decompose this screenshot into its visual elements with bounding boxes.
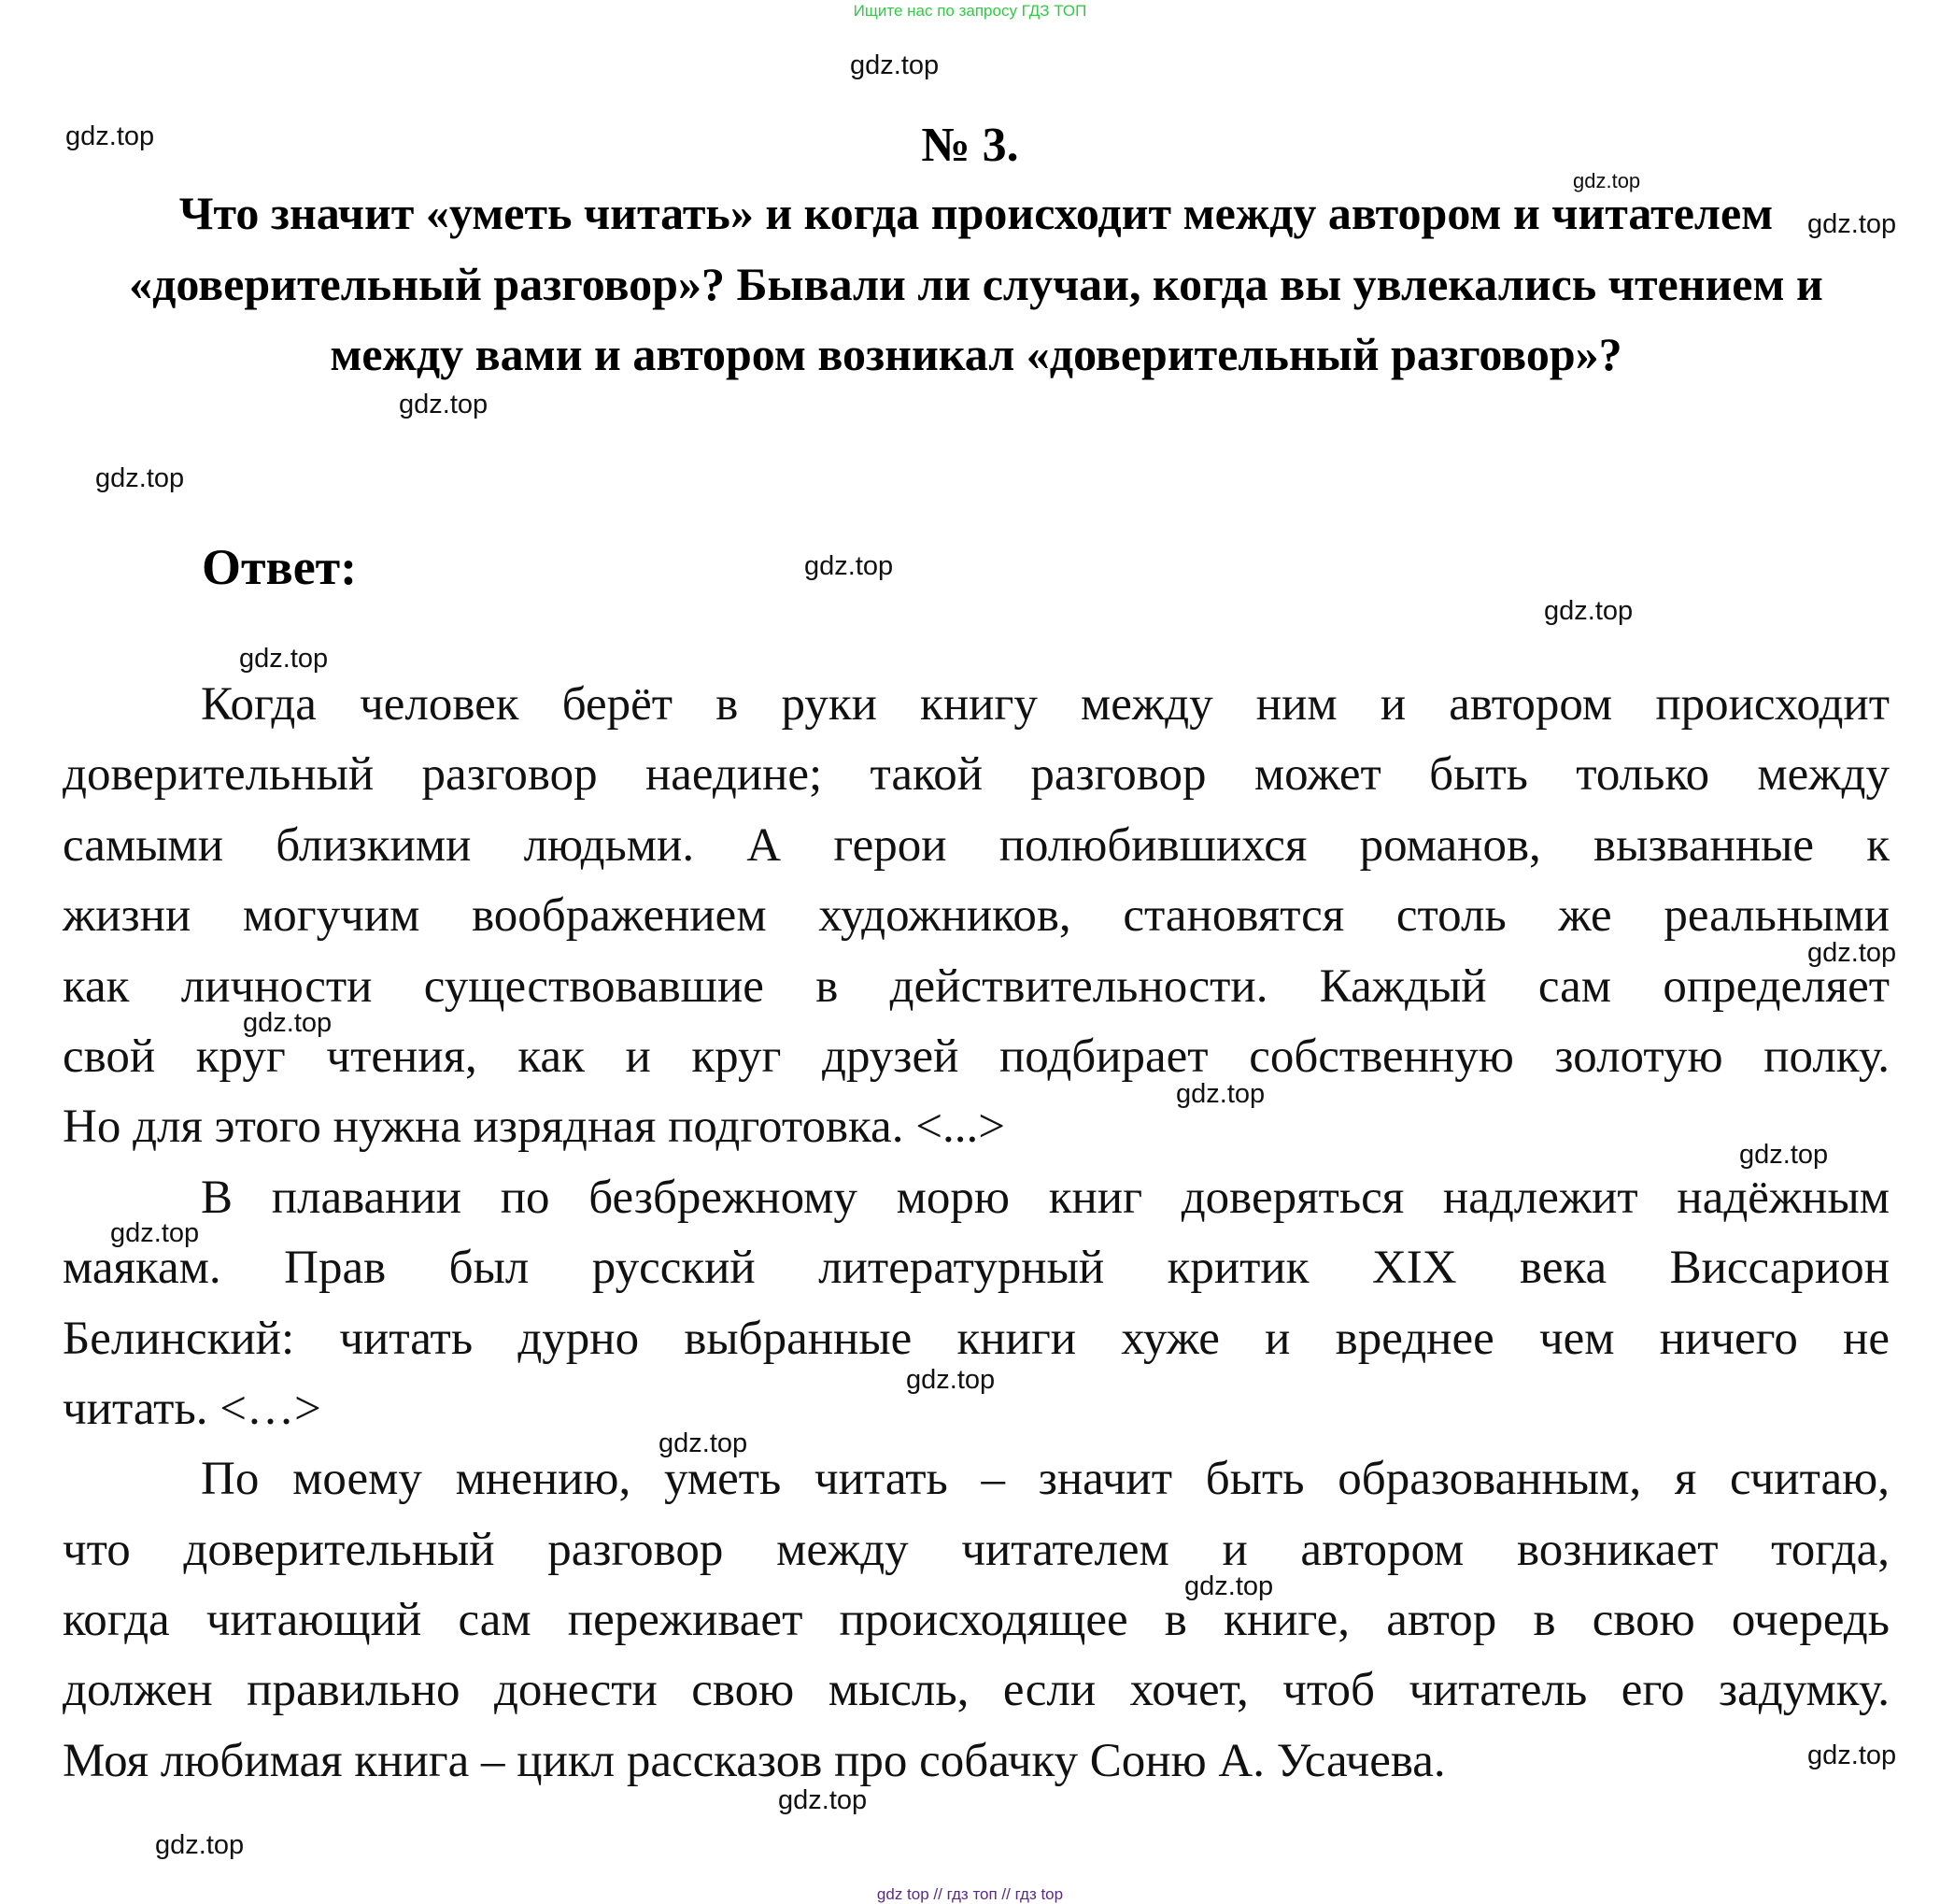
- watermark: gdz.top: [850, 50, 940, 80]
- text-line: Когда человек берёт в руки книгу между ним и автором происходит: [201, 678, 1890, 731]
- watermark: gdz.top: [1184, 1571, 1274, 1601]
- text-line: свой круг чтения, как и круг друзей подбирает собственную золотую полку.: [63, 1030, 1890, 1083]
- text-line: По моему мнению, уметь читать – значит быть образованным, я считаю,: [201, 1453, 1890, 1506]
- text-line: как личности существовавшие в действительности. Каждый сам определяет: [63, 959, 1890, 1013]
- text-line: должен правильно донести свою мысль, если хочет, чтоб читатель его задумку.: [63, 1664, 1890, 1717]
- watermark: gdz.top: [1807, 938, 1897, 968]
- watermark: gdz.top: [1176, 1079, 1266, 1109]
- watermark: gdz.top: [110, 1218, 200, 1248]
- text-line: Но для этого нужна изрядная подготовка. <...>: [63, 1101, 1005, 1154]
- top-banner: Ищите нас по запросу ГДЗ ТОП: [853, 2, 1087, 20]
- watermark: gdz.top: [778, 1785, 868, 1815]
- text-line: маякам. Прав был русский литературный критик XIX века Виссарион: [63, 1242, 1890, 1295]
- text-line: что доверительный разговор между читателем и автором возникает тогда,: [63, 1523, 1890, 1576]
- watermark: gdz.top: [804, 551, 894, 581]
- text-line: жизни могучим воображением художников, становятся столь же реальными: [63, 889, 1890, 943]
- watermark: gdz.top: [399, 390, 489, 419]
- watermark: gdz.top: [239, 644, 329, 674]
- footer-links: gdz top // гдз топ // гдз top: [876, 1885, 1064, 1903]
- text-line: Белинский: читать дурно выбранные книги хуже и вреднее чем ничего не: [63, 1312, 1890, 1365]
- text-line: В плавании по безбрежному морю книг доверяться надлежит надёжным: [201, 1171, 1890, 1224]
- text-line: Моя любимая книга – цикл рассказов про собачку Соню А. Усачева.: [63, 1734, 1446, 1787]
- watermark: gdz.top: [658, 1428, 748, 1458]
- text-line: доверительный разговор наедине; такой разговор может быть только между: [63, 748, 1890, 802]
- watermark: gdz.top: [906, 1365, 996, 1395]
- watermark: gdz.top: [243, 1008, 333, 1038]
- watermark: gdz.top: [1544, 596, 1634, 626]
- watermark: gdz.top: [95, 463, 185, 493]
- text-line: читать. <…>: [63, 1382, 321, 1435]
- answer-label: Ответ:: [202, 539, 358, 595]
- task-number: № 3.: [921, 119, 1019, 172]
- answer-body: [63, 670, 1890, 1797]
- watermark: gdz.top: [1573, 169, 1641, 192]
- watermark: gdz.top: [1739, 1140, 1829, 1170]
- text-line: самыми близкими людьми. А герои полюбившихся романов, вызванные к: [63, 818, 1890, 872]
- watermark: gdz.top: [1807, 1741, 1897, 1770]
- watermark: gdz.top: [155, 1830, 245, 1860]
- text-line: когда читающий сам переживает происходящее в книге, автор в свою очередь: [63, 1594, 1890, 1647]
- watermark: gdz.top: [65, 121, 155, 151]
- watermark: gdz.top: [1807, 209, 1897, 239]
- question-text: Что значит «уметь читать» и когда происходит между автором и читателем «доверительный разговор»? Бывали ли случаи, когда вы увлекались чтением и между вами и автором возникал «доверительный разговор»?: [129, 187, 1823, 380]
